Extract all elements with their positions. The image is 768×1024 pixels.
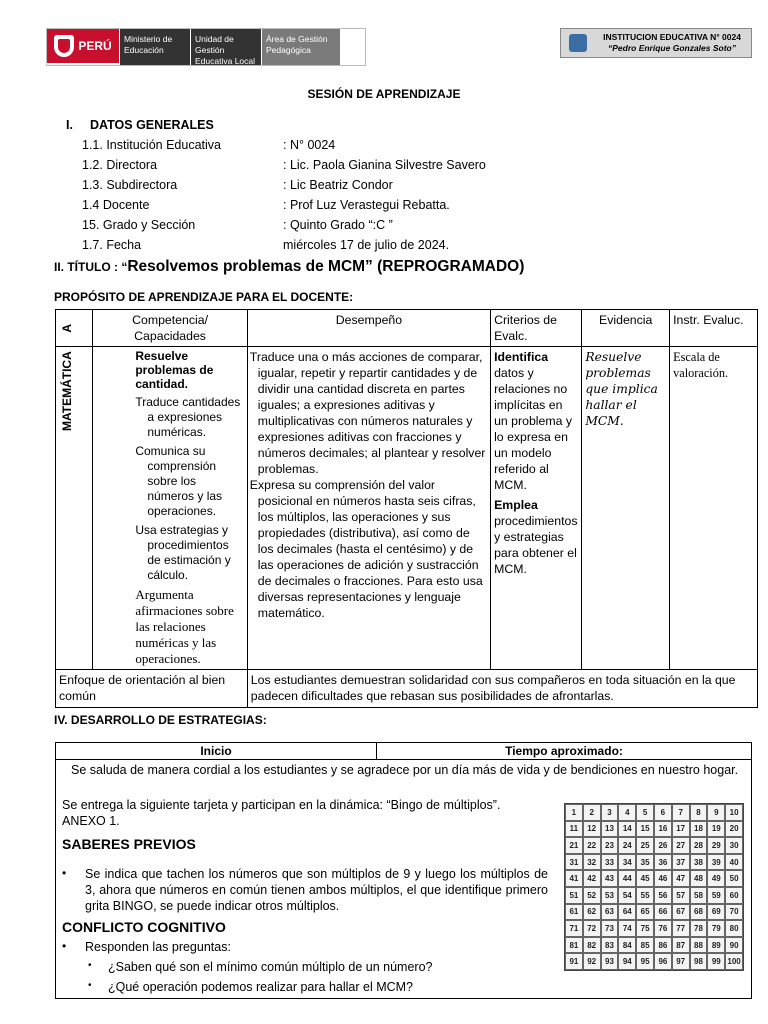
bingo-cell: 31	[565, 854, 583, 871]
datos-label-directora: 1.2. Directora	[82, 158, 158, 172]
bullet-icon: •	[88, 980, 92, 991]
capacidad-4: Argumenta afirmaciones sobre las relaciones numéricas y las operaciones.	[135, 587, 234, 666]
desempeno-2: Expresa su comprensión del valor posicional en números hasta seis cifras, los múltiplos, las operaciones y sus propiedades (distributiva), así como de los decimales (hasta el centésimo) y de las operaciones de adición y sustracción de decimales o fracciones. Para esto usa diversas representaciones y lenguaje matemático.	[249, 478, 483, 620]
area-header-cell	[56, 310, 93, 347]
session-title	[54, 258, 524, 276]
bingo-cell: 29	[707, 837, 725, 854]
bingo-cell: 9	[707, 804, 725, 821]
bingo-cell: 10	[725, 804, 743, 821]
bingo-cell: 74	[618, 920, 636, 937]
section-heading-datos: DATOS GENERALES	[90, 118, 214, 132]
institution-name: INSTITUCION EDUCATIVA N° 0024	[603, 32, 741, 42]
bingo-cell: 28	[690, 837, 708, 854]
bingo-cell: 3	[601, 804, 619, 821]
bingo-cell: 86	[654, 937, 672, 954]
bingo-cell: 21	[565, 837, 583, 854]
bingo-cell: 57	[672, 887, 690, 904]
datos-label-grado: 15. Grado y Sección	[82, 218, 196, 232]
datos-value-institucion: : N° 0024	[283, 138, 336, 152]
competencia-cell	[93, 347, 247, 670]
criterios-cell	[491, 347, 582, 670]
criterio-2-text: procedimientos y estrategias para obtener el MCM.	[494, 514, 578, 576]
bingo-cell: 40	[725, 854, 743, 871]
bingo-cell: 27	[672, 837, 690, 854]
inicio-header: Inicio	[56, 743, 377, 760]
bingo-cell: 55	[636, 887, 654, 904]
bingo-cell: 73	[601, 920, 619, 937]
ministry-header	[46, 28, 366, 77]
bingo-cell: 18	[690, 821, 708, 838]
criterio-2-verb: Emplea	[494, 498, 538, 512]
institution-patron: “Pedro Enrique Gonzales Soto”	[608, 43, 736, 53]
peru-logo	[47, 29, 119, 63]
saludo-text: Se saluda de manera cordial a los estudiantes y se agradece por un día más de vida y de bendiciones en nuestro hogar.	[71, 763, 739, 777]
tarjeta-text: Se entrega la siguiente tarjeta y participan en la dinámica: “Bingo de múltiplos”.	[62, 798, 501, 812]
datos-value-grado: : Quinto Grado “:C ”	[283, 218, 393, 232]
bingo-cell: 79	[707, 920, 725, 937]
shield-icon	[54, 35, 74, 57]
bingo-cell: 46	[654, 870, 672, 887]
bingo-cell: 59	[707, 887, 725, 904]
bingo-card	[564, 803, 744, 971]
bingo-cell: 100	[725, 953, 743, 970]
bingo-cell: 42	[583, 870, 601, 887]
learning-purpose-table	[55, 309, 758, 708]
bingo-cell: 32	[583, 854, 601, 871]
bingo-cell: 56	[654, 887, 672, 904]
bingo-cell: 2	[583, 804, 601, 821]
responden-text: Responden las preguntas:	[85, 940, 231, 954]
capacidad-3: Usa estrategias y procedimientos de estimación y cálculo.	[135, 523, 231, 582]
bingo-cell: 15	[636, 821, 654, 838]
strategy-header-table	[55, 742, 752, 760]
bingo-cell: 91	[565, 953, 583, 970]
desarrollo-heading: IV. DESARROLLO DE ESTRATEGIAS:	[54, 713, 267, 727]
saberes-heading: SABERES PREVIOS	[62, 836, 196, 852]
bingo-cell: 17	[672, 821, 690, 838]
header-competencia: Competencia/ Capacidades	[93, 310, 247, 347]
bingo-cell: 94	[618, 953, 636, 970]
bingo-cell: 99	[707, 953, 725, 970]
institution-badge	[560, 28, 752, 58]
bingo-cell: 78	[690, 920, 708, 937]
bingo-cell: 37	[672, 854, 690, 871]
datos-value-directora: : Lic. Paola Gianina Silvestre Savero	[283, 158, 486, 172]
bingo-cell: 25	[636, 837, 654, 854]
bingo-cell: 19	[707, 821, 725, 838]
bingo-cell: 61	[565, 904, 583, 921]
anexo-label: ANEXO 1.	[62, 814, 120, 828]
header-cell-ugel: Unidad de Gestión Educativa Local N° 06	[190, 29, 261, 65]
page-title: SESIÓN DE APRENDIZAJE	[307, 87, 461, 101]
bingo-cell: 70	[725, 904, 743, 921]
bingo-cell: 71	[565, 920, 583, 937]
bingo-cell: 44	[618, 870, 636, 887]
bingo-cell: 1	[565, 804, 583, 821]
bingo-cell: 14	[618, 821, 636, 838]
header-instrumento: Instr. Evaluc.	[670, 310, 758, 347]
bullet-icon: •	[62, 866, 67, 880]
section-number-1: I.	[66, 118, 73, 132]
bingo-cell: 49	[707, 870, 725, 887]
title-prefix: II. TÍTULO : “	[54, 260, 128, 274]
bullet-icon: •	[88, 960, 92, 971]
bullet-icon: •	[62, 939, 67, 953]
bingo-cell: 52	[583, 887, 601, 904]
tiempo-header: Tiempo aproximado:	[377, 743, 752, 760]
bingo-cell: 53	[601, 887, 619, 904]
evidencia-cell: Resuelve problemas que implica hallar el MCM.	[582, 347, 670, 670]
bingo-cell: 34	[618, 854, 636, 871]
criterio-1-text: datos y relaciones no implícitas en un problema y lo expresa en un modelo referido al MCM.	[494, 366, 573, 492]
bingo-cell: 54	[618, 887, 636, 904]
bingo-cell: 36	[654, 854, 672, 871]
bingo-cell: 87	[672, 937, 690, 954]
area-cell	[56, 347, 93, 670]
bingo-cell: 7	[672, 804, 690, 821]
criterio-1-verb: Identifica	[494, 350, 549, 364]
bingo-cell: 75	[636, 920, 654, 937]
proposito-heading: PROPÓSITO DE APRENDIZAJE PARA EL DOCENTE:	[54, 290, 354, 304]
bingo-cell: 84	[618, 937, 636, 954]
bingo-cell: 11	[565, 821, 583, 838]
title-text: Resolvemos problemas de MCM” (REPROGRAMADO)	[127, 258, 525, 275]
bingo-cell: 60	[725, 887, 743, 904]
capacidad-1: Traduce cantidades a expresiones numéricas.	[135, 395, 241, 439]
bingo-cell: 45	[636, 870, 654, 887]
bingo-cell: 20	[725, 821, 743, 838]
bingo-cell: 33	[601, 854, 619, 871]
bingo-cell: 82	[583, 937, 601, 954]
instrumento-cell: Escala de valoración.	[670, 347, 758, 670]
desempeno-cell	[247, 347, 490, 670]
bingo-cell: 65	[636, 904, 654, 921]
bingo-cell: 23	[601, 837, 619, 854]
bingo-cell: 93	[601, 953, 619, 970]
datos-label-fecha: 1.7. Fecha	[82, 238, 142, 252]
bingo-cell: 48	[690, 870, 708, 887]
capacidad-2: Comunica su comprensión sobre los números y las operaciones.	[135, 444, 223, 518]
desempeno-1: Traduce una o más acciones de comparar, igualar, repetir y repartir cantidades y de dividir una cantidad discreta en partes iguales; a expresiones aditivas y multiplicativas con números naturales y expresiones aditivas con fracciones y números decimales; al plantear y resolver problemas.	[249, 350, 486, 476]
bingo-cell: 62	[583, 904, 601, 921]
header-cell-ministry: Ministerio de Educación	[119, 29, 190, 65]
enfoque-text: Los estudiantes demuestran solidaridad con sus compañeros en toda situación en la que padecen dificultades que rebasan sus posibilidades de afrontarlas.	[247, 670, 757, 708]
bingo-cell: 81	[565, 937, 583, 954]
enfoque-label: Enfoque de orientación al bien común	[56, 670, 248, 708]
bingo-cell: 47	[672, 870, 690, 887]
peru-label: PERÚ	[78, 39, 112, 53]
header-cell-area: Área de Gestión Pedagógica	[261, 29, 340, 65]
competencia-main: Resuelve problemas de cantidad.	[135, 349, 214, 391]
bingo-cell: 76	[654, 920, 672, 937]
bingo-cell: 50	[725, 870, 743, 887]
question-2: ¿Qué operación podemos realizar para hallar el MCM?	[108, 980, 414, 994]
question-1: ¿Saben qué son el mínimo común múltiplo de un número?	[108, 960, 433, 974]
bingo-cell: 13	[601, 821, 619, 838]
bingo-cell: 69	[707, 904, 725, 921]
bingo-cell: 22	[583, 837, 601, 854]
bingo-cell: 63	[601, 904, 619, 921]
bingo-cell: 95	[636, 953, 654, 970]
bingo-cell: 77	[672, 920, 690, 937]
bingo-cell: 30	[725, 837, 743, 854]
bingo-cell: 24	[618, 837, 636, 854]
bingo-cell: 72	[583, 920, 601, 937]
conflicto-heading: CONFLICTO COGNITIVO	[62, 919, 226, 935]
bingo-cell: 58	[690, 887, 708, 904]
bingo-cell: 38	[690, 854, 708, 871]
bingo-cell: 67	[672, 904, 690, 921]
datos-label-docente: 1.4 Docente	[82, 198, 150, 212]
bingo-cell: 43	[601, 870, 619, 887]
bingo-cell: 85	[636, 937, 654, 954]
bingo-cell: 41	[565, 870, 583, 887]
bingo-cell: 5	[636, 804, 654, 821]
bingo-cell: 26	[654, 837, 672, 854]
bingo-cell: 90	[725, 937, 743, 954]
bingo-cell: 16	[654, 821, 672, 838]
bingo-cell: 80	[725, 920, 743, 937]
area-header: A	[60, 323, 74, 333]
bingo-cell: 8	[690, 804, 708, 821]
bingo-cell: 97	[672, 953, 690, 970]
bingo-cell: 51	[565, 887, 583, 904]
bingo-cell: 4	[618, 804, 636, 821]
bingo-cell: 35	[636, 854, 654, 871]
bingo-cell: 68	[690, 904, 708, 921]
area-label: MATEMÁTICA	[60, 351, 74, 431]
bingo-cell: 83	[601, 937, 619, 954]
header-desempeno: Desempeño	[247, 310, 490, 347]
bingo-cell: 89	[707, 937, 725, 954]
header-criterios: Criterios de Evalc.	[491, 310, 582, 347]
datos-value-docente: : Prof Luz Verastegui Rebatta.	[283, 198, 450, 212]
bingo-cell: 64	[618, 904, 636, 921]
datos-label-institucion: 1.1. Institución Educativa	[82, 138, 221, 152]
header-evidencia: Evidencia	[582, 310, 670, 347]
bingo-cell: 98	[690, 953, 708, 970]
bingo-cell: 6	[654, 804, 672, 821]
school-logo-icon	[569, 34, 587, 52]
datos-label-subdirectora: 1.3. Subdirectora	[82, 178, 178, 192]
bingo-cell: 96	[654, 953, 672, 970]
bingo-cell: 66	[654, 904, 672, 921]
bingo-cell: 88	[690, 937, 708, 954]
bingo-cell: 92	[583, 953, 601, 970]
bingo-cell: 12	[583, 821, 601, 838]
saberes-text: Se indica que tachen los números que son múltiplos de 9 y luego los múltiplos de 3, ahora que números en común tienen ambos múltiplos, el que identifique primero grita BINGO, se puede indicar otros múltiplos.	[85, 867, 548, 913]
bingo-cell: 39	[707, 854, 725, 871]
datos-value-fecha: miércoles 17 de julio de 2024.	[283, 238, 450, 252]
datos-value-subdirectora: : Lic Beatriz Condor	[283, 178, 393, 192]
